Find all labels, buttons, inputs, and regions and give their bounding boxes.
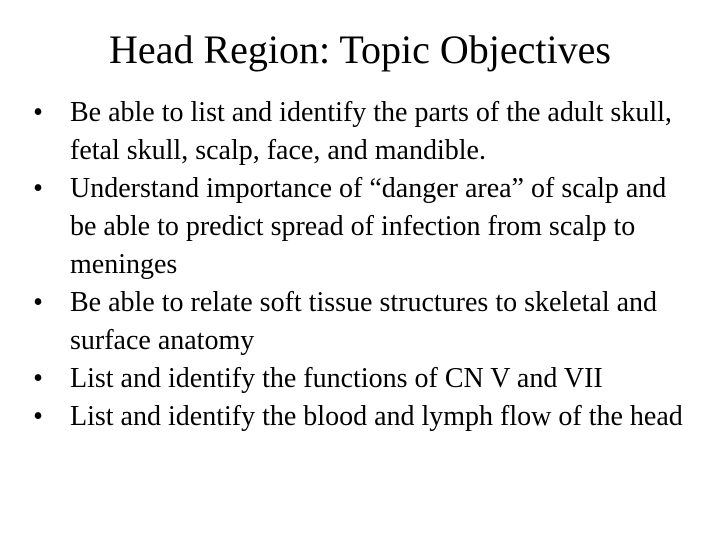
bullet-dot-icon: •: [33, 287, 43, 318]
bullet-text: List and identify the blood and lymph flow of the head: [70, 401, 683, 432]
bullet-dot-icon: •: [33, 401, 43, 432]
bullet-item: [28, 398, 698, 436]
bullet-text: Be able to relate soft tissue structures to skeletal and surface anatomy: [70, 287, 658, 356]
bullet-text: Understand importance of “danger area” of scalp and be able to predict spread of infection from scalp to meninges: [70, 173, 667, 280]
bullet-dot-icon: •: [33, 97, 43, 128]
bullet-text: Be able to list and identify the parts of the adult skull, fetal skull, scalp, face, and mandible.: [70, 97, 672, 166]
bullet-dot-icon: •: [33, 363, 43, 394]
bullet-item: [28, 360, 698, 398]
slide-title: Head Region: Topic Objectives: [109, 27, 611, 72]
bullet-item: [28, 94, 698, 170]
bullet-item: [28, 284, 698, 360]
bullet-dot-icon: •: [33, 173, 43, 204]
bullet-list: [28, 94, 698, 436]
bullet-text: List and identify the functions of CN V and VII: [70, 363, 603, 394]
bullet-item: [28, 170, 698, 284]
